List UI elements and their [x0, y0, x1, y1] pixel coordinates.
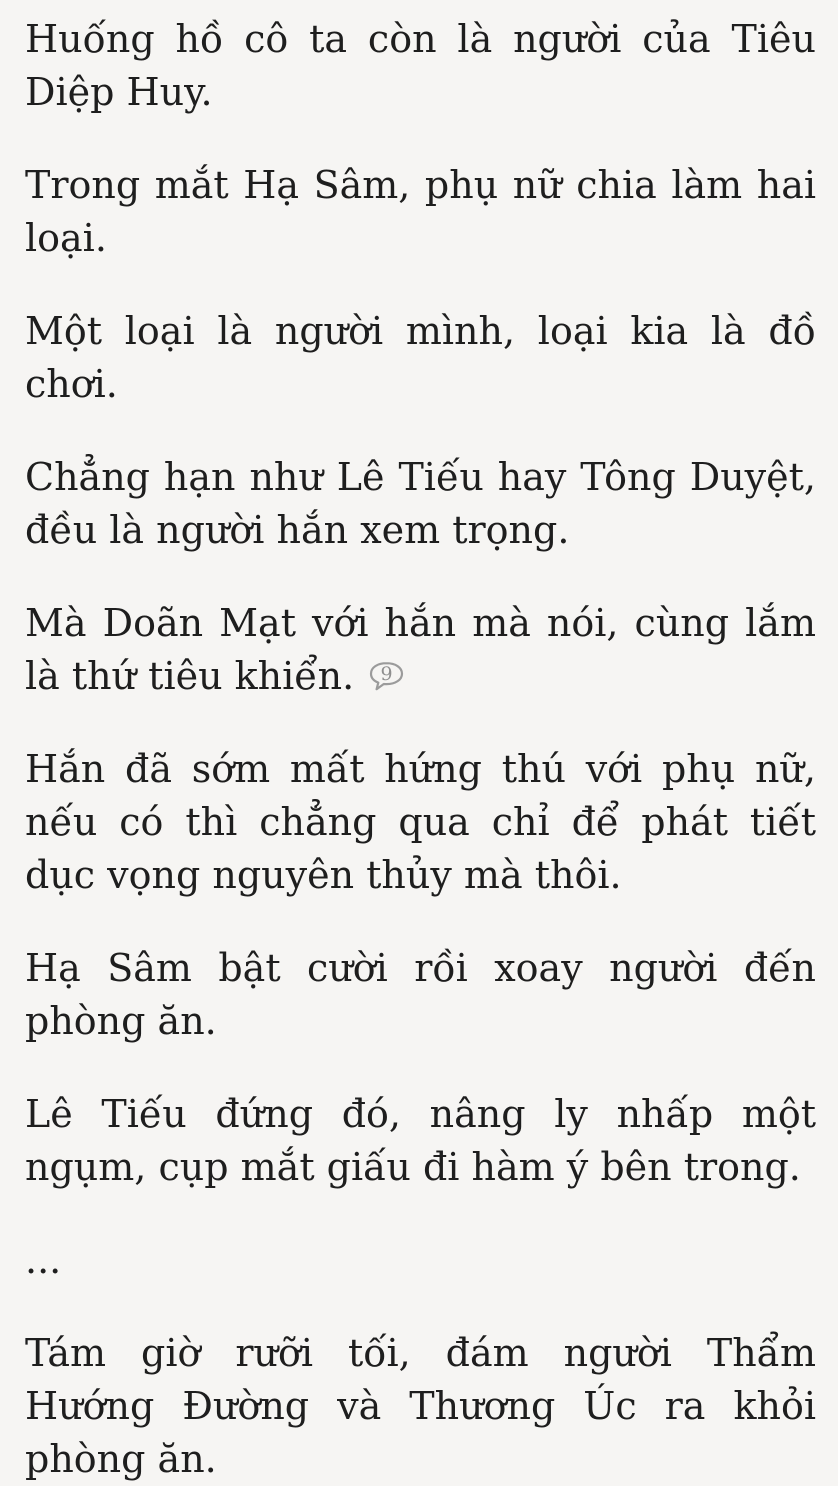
- paragraph-text: Lê Tiếu đứng đó, nâng ly nhấp một ngụm, cụp mắt giấu đi hàm ý bên trong.: [25, 1092, 816, 1189]
- paragraph: [25, 305, 816, 411]
- paragraph: [25, 159, 816, 265]
- paragraph: [25, 942, 816, 1048]
- paragraph-text: Chẳng hạn như Lê Tiếu hay Tông Duyệt, đều là người hắn xem trọng.: [25, 455, 816, 552]
- paragraph: [25, 1327, 816, 1486]
- paragraph-text: Hạ Sâm bật cười rồi xoay người đến phòng ăn.: [25, 946, 816, 1043]
- paragraph-text: Một loại là người mình, loại kia là đồ chơi.: [25, 309, 816, 406]
- paragraph: [25, 597, 816, 703]
- paragraph: [25, 13, 816, 119]
- paragraph: [25, 1234, 816, 1287]
- paragraph-text: Tám giờ rưỡi tối, đám người Thẩm Hướng Đường và Thương Úc ra khỏi phòng ăn.: [25, 1331, 816, 1481]
- paragraph-text: Trong mắt Hạ Sâm, phụ nữ chia làm hai loại.: [25, 163, 816, 260]
- paragraph-text: ...: [25, 1238, 62, 1282]
- paragraph: [25, 743, 816, 902]
- comment-count: 9: [380, 663, 393, 685]
- paragraph: [25, 451, 816, 557]
- comment-count-badge[interactable]: [368, 661, 405, 692]
- comment-bubble-icon: [368, 661, 405, 692]
- paragraph-text: Mà Doãn Mạt với hắn mà nói, cùng lắm là thứ tiêu khiển.: [25, 601, 816, 698]
- paragraph-text: Huống hồ cô ta còn là người của Tiêu Diệp Huy.: [25, 17, 816, 114]
- paragraph: [25, 1088, 816, 1194]
- paragraph-text: Hắn đã sớm mất hứng thú với phụ nữ, nếu có thì chẳng qua chỉ để phát tiết dục vọng nguyên thủy mà thôi.: [25, 747, 816, 897]
